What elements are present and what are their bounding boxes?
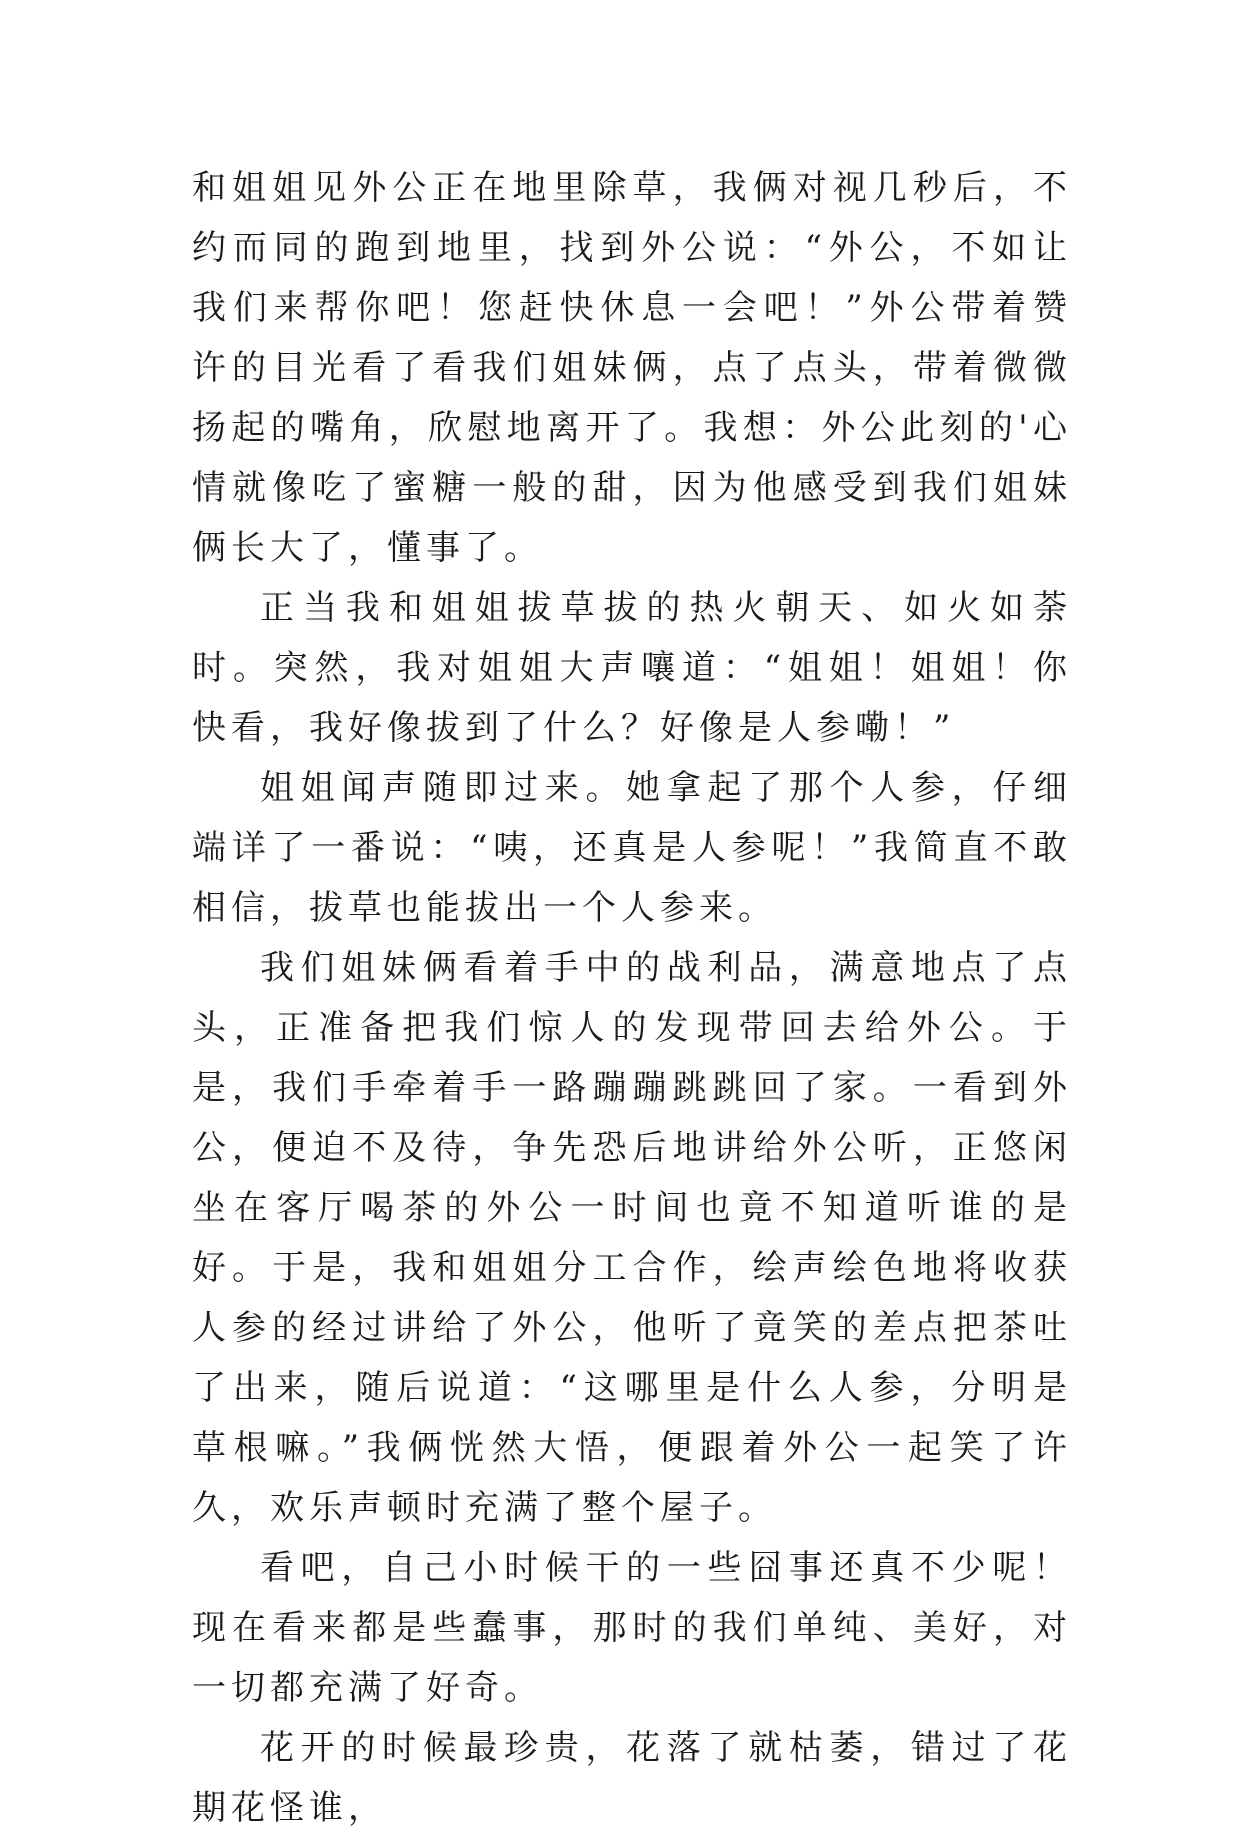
paragraph-3: 姐姐闻声随即过来。她拿起了那个人参，仔细端详了一番说：“咦，还真是人参呢！”我简直不敢相信，拔草也能拔出一个人参来。 — [192, 768, 1072, 928]
paragraph-1: 和姐姐见外公正在地里除草，我俩对视几秒后，不约而同的跑到地里，找到外公说：“外公，不如让我们来帮你吧！您赶快休息一会吧！”外公带着赞许的目光看了看我们姐妹俩，点了点头，带着微微扬起的嘴角，欣慰地离开了。我想：外公此刻的'心情就像吃了蜜糖一般的甜，因为他感受到我们姐妹俩长大了，懂事了。 — [192, 168, 1072, 568]
body-text — [192, 158, 1072, 1838]
paragraph-4: 我们姐妹俩看着手中的战利品，满意地点了点头，正准备把我们惊人的发现带回去给外公。于是，我们手牵着手一路蹦蹦跳跳回了家。一看到外公，便迫不及待，争先恐后地讲给外公听，正悠闲坐在客厅喝茶的外公一时间也竟不知道听谁的是好。于是，我和姐姐分工合作，绘声绘色地将收获人参的经过讲给了外公，他听了竟笑的差点把茶吐了出来，随后说道：“这哪里是什么人参，分明是草根嘛。”我俩恍然大悟，便跟着外公一起笑了许久，欢乐声顿时充满了整个屋子。 — [192, 948, 1072, 1528]
paragraph-2: 正当我和姐姐拔草拔的热火朝天、如火如荼时。突然，我对姐姐大声嚷道：“姐姐！姐姐！你快看，我好像拔到了什么？好像是人参嘞！” — [192, 588, 1072, 748]
paragraph-6: 花开的时候最珍贵，花落了就枯萎，错过了花期花怪谁， — [192, 1728, 1072, 1828]
paragraph-5: 看吧，自己小时候干的一些囧事还真不少呢！现在看来都是些蠢事，那时的我们单纯、美好，对一切都充满了好奇。 — [192, 1548, 1072, 1708]
